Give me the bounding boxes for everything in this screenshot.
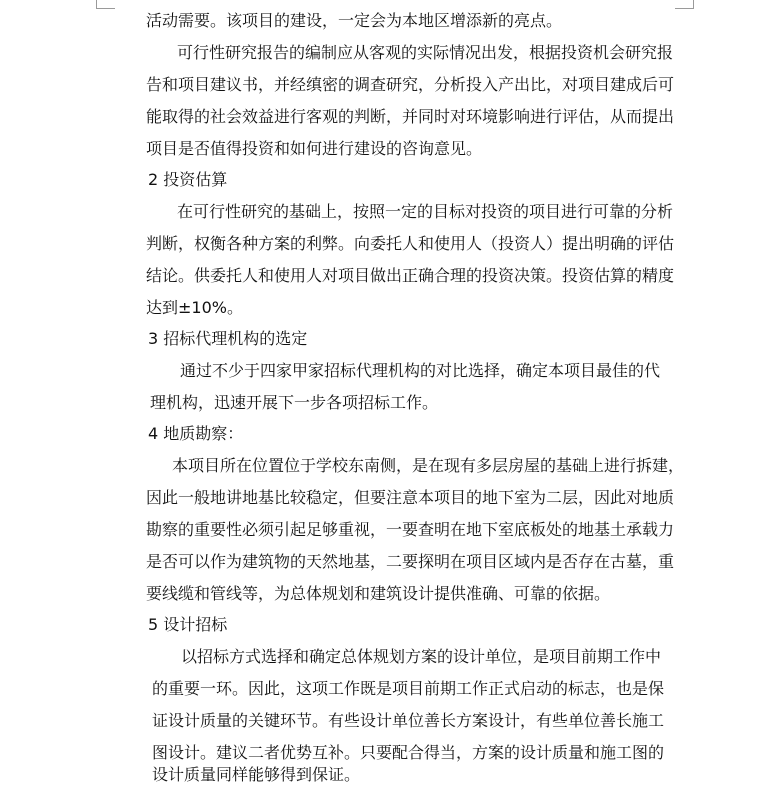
- paragraph-line: 设计质量同样能够得到保证。: [152, 765, 361, 784]
- paragraph-line: 能取得的社会效益进行客观的判断，并同时对环境影响进行评估，从而提出: [146, 107, 675, 126]
- page-corner-mark-right: [675, 0, 694, 9]
- paragraph-line: 证设计质量的关键环节。有些设计单位善长方案设计，有些单位善长施工: [152, 711, 665, 730]
- paragraph-line: 项目是否值得投资和如何进行建设的咨询意见。: [146, 139, 483, 158]
- paragraph-line: 结论。供委托人和使用人对项目做出正确合理的投资决策。投资估算的精度: [146, 266, 675, 285]
- paragraph-line: 告和项目建议书，并经缜密的调查研究，分析投入产出比，对项目建成后可: [146, 75, 675, 94]
- paragraph-line: 以招标方式选择和确定总体规划方案的设计单位，是项目前期工作中: [181, 647, 662, 666]
- paragraph-line: 本项目所在位置位于学校东南侧，是在现有多层房屋的基础上进行拆建，: [172, 456, 685, 475]
- paragraph-line: 因此一般地讲地基比较稳定，但要注意本项目的地下室为二层，因此对地质: [146, 488, 675, 507]
- section-heading-geological-survey: 4 地质勘察：: [148, 424, 244, 443]
- section-heading-design-tender: 5 设计招标: [148, 615, 228, 634]
- paragraph-line: 判断，权衡各种方案的利弊。向委托人和使用人（投资人）提出明确的评估: [146, 234, 675, 253]
- paragraph-line: 通过不少于四家甲家招标代理机构的对比选择，确定本项目最佳的代: [180, 361, 661, 380]
- paragraph-line: 在可行性研究的基础上，按照一定的目标对投资的项目进行可靠的分析: [177, 202, 674, 221]
- paragraph-line: 图设计。建议二者优势互补。只要配合得当，方案的设计质量和施工图的: [152, 743, 665, 762]
- paragraph-line: 达到±10%。: [146, 298, 243, 317]
- paragraph-line: 勘察的重要性必须引起足够重视，一要查明在地下室底板处的地基土承载力: [146, 520, 675, 539]
- page-corner-mark-left: [96, 0, 115, 9]
- section-heading-agency-selection: 3 招标代理机构的选定: [148, 329, 308, 348]
- paragraph-line: 要线缆和管线等，为总体规划和建筑设计提供准确、可靠的依据。: [146, 584, 611, 603]
- section-heading-investment-estimate: 2 投资估算: [148, 170, 228, 189]
- paragraph-line: 理机构，迅速开展下一步各项招标工作。: [150, 393, 439, 412]
- paragraph-line: 的重要一环。因此，这项工作既是项目前期工作正式启动的标志，也是保: [152, 679, 665, 698]
- paragraph-line: 可行性研究报告的编制应从客观的实际情况出发，根据投资机会研究报: [177, 43, 674, 62]
- paragraph-line: 是否可以作为建筑物的天然地基，二要探明在项目区域内是否存在古墓，重: [146, 552, 675, 571]
- paragraph-line: 活动需要。该项目的建设，一定会为本地区增添新的亮点。: [146, 11, 563, 30]
